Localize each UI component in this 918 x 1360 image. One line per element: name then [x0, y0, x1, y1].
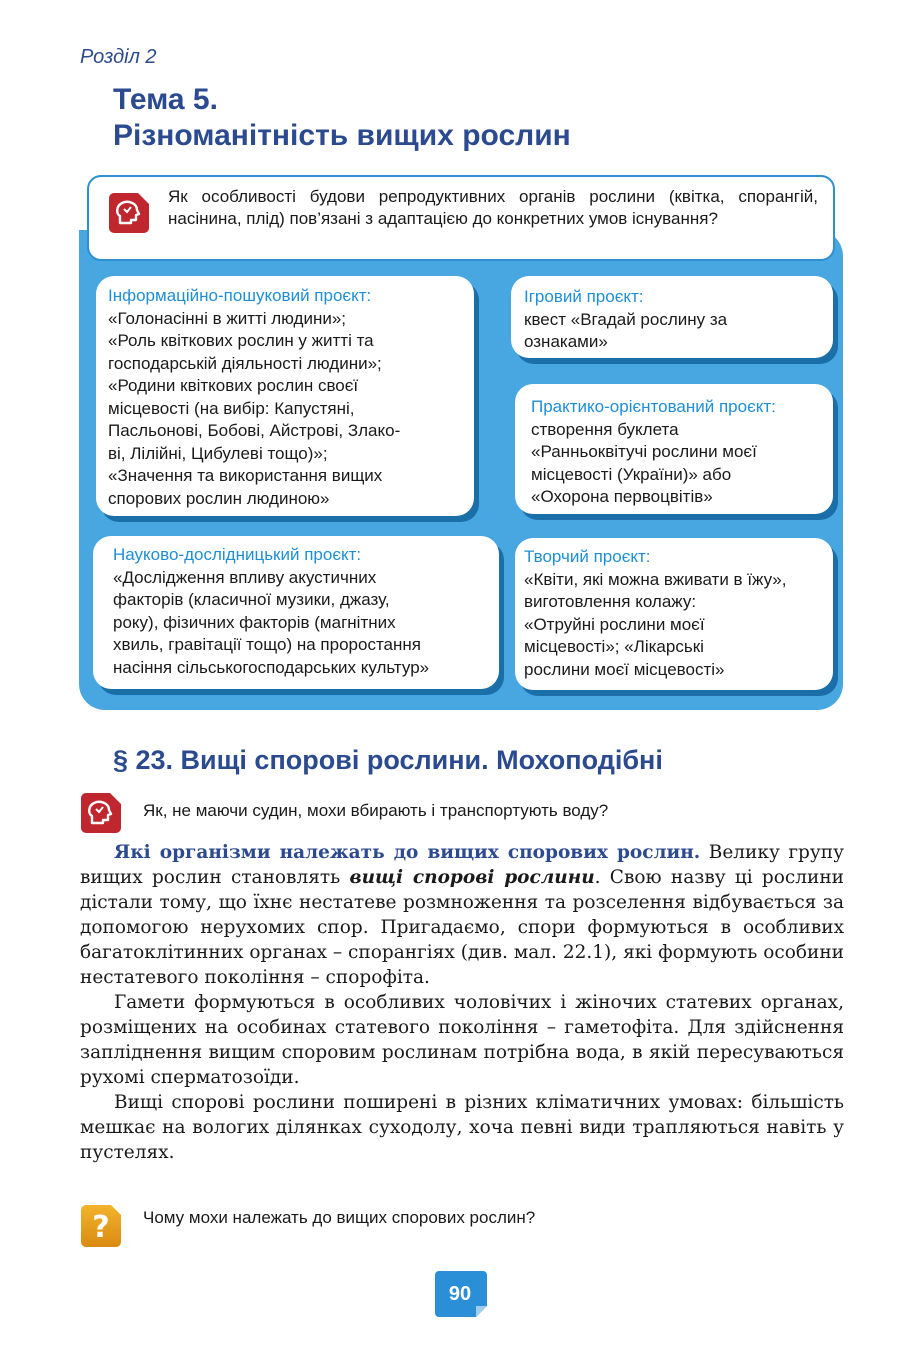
project-title: Ігровий проєкт: — [524, 287, 644, 306]
project-card-creative — [515, 538, 833, 690]
project-line: рослини моєї місцевості» — [524, 659, 725, 679]
project-card-info-search — [96, 276, 474, 516]
project-title: Практико-орієнтований проєкт: — [531, 397, 776, 416]
project-line: «Квіти, які можна вживати в їжу», — [524, 569, 787, 589]
project-line: «Роль квіткових рослин у житті та — [108, 331, 374, 350]
project-card-research — [93, 536, 499, 689]
topic-title — [113, 82, 571, 154]
question-mark-icon — [80, 1204, 122, 1248]
project-line: року), фізичних факторів (магнітних — [113, 612, 396, 632]
project-line: місцевості (України)» або — [531, 464, 732, 484]
text-run: Велику групу вищих рослин становлять — [80, 842, 844, 888]
project-line: «Отруйні рослини моєї — [524, 614, 705, 634]
key-term: вищі спорові рослини — [349, 867, 595, 888]
project-line: ві, Лілійні, Цибулеві тощо)»; — [108, 443, 328, 463]
lead-question: Які організми належать до вищих спорових рослин. — [114, 842, 701, 863]
body-text — [80, 840, 844, 1165]
topic-title-line1: Тема 5. — [113, 83, 218, 116]
project-line: «Дослідження впливу акустичних — [113, 567, 377, 587]
page-number-badge — [434, 1270, 488, 1318]
thinking-head-icon — [108, 192, 150, 234]
intro-question-text: Як особливості будови репродуктивних органів рослини (квітка, спорангій, насінина, плід) пов’язані з адаптацією до конкретних умов існування? — [168, 187, 818, 228]
project-line: квест «Вгадай рослину за — [524, 309, 728, 329]
project-line: хвиль, гравітації тощо) на проростання — [113, 635, 421, 654]
project-card-practical — [515, 384, 833, 514]
project-title: Інформаційно-пошуковий проєкт: — [108, 286, 372, 305]
project-line: «Ранньоквітучі рослини моєї — [531, 442, 757, 461]
project-card-game — [511, 276, 833, 358]
project-line: факторів (класичної музики, джазу, — [113, 590, 390, 609]
project-title: Творчий проєкт: — [524, 547, 651, 566]
paragraph-heading: § 23. Вищі спорові рослини. Мохоподібні — [113, 745, 663, 775]
review-question: Чому мохи належать до вищих спорових рослин? — [143, 1208, 536, 1227]
body-paragraph: Вищі спорові рослини поширені в різних кліматичних умовах: більшість мешкає на вологих ділянках суходолу, хоча певні види трапляються навіть у пустелях. — [80, 1092, 844, 1163]
project-line: «Значення та використання вищих — [108, 466, 383, 485]
svg-text:?: ? — [92, 1210, 110, 1245]
project-title: Науково-дослідницький проєкт: — [113, 545, 362, 564]
project-line: створення буклета — [531, 419, 679, 439]
project-line: місцевості»; «Лікарські — [524, 637, 704, 656]
body-paragraph: Гамети формуються в особливих чоловічих і жіночих статевих органах, розміщених на особинах статевого покоління – гаметофіта. Для здійснення запліднення вищим споровим рослинам потрібна вода, в якій пересуваються рухомі сперматозоїди. — [80, 992, 844, 1088]
page-number: 90 — [448, 1283, 472, 1305]
topic-title-line2: Різноманітність вищих рослин — [113, 119, 571, 152]
text-run: . Свою назву ці рослини дістали тому, що їхнє нестатеве розмноження та розселення відбувається за допомогою нерухомих спор. Пригадаємо, спори формуються в особливих багатоклітинних органах – спорангіях (див. мал. 22.1), які формують особини нестатевого покоління – спорофіта. — [80, 867, 845, 988]
project-line: Пасльонові, Бобові, Айстрові, Злако- — [108, 421, 401, 440]
project-line: виготовлення колажу: — [524, 592, 697, 611]
paragraph-question: Як, не маючи судин, мохи вбирають і транспортують воду? — [143, 801, 609, 820]
thinking-head-icon — [80, 792, 122, 834]
project-line: «Родини квіткових рослин своєї — [108, 376, 359, 395]
project-line: спорових рослин людиною» — [108, 488, 330, 508]
section-label: Розділ 2 — [80, 46, 157, 68]
body-paragraph — [80, 840, 844, 990]
project-line: «Охорона первоцвітів» — [531, 487, 713, 506]
project-line: ознаками» — [524, 332, 608, 351]
project-line: господарській діяльності людини»; — [108, 353, 382, 373]
project-line: місцевості (на вибір: Капустяні, — [108, 398, 355, 418]
project-line: «Голонасінні в житті людини»; — [108, 308, 347, 328]
project-line: насіння сільськогосподарських культур» — [113, 657, 430, 677]
